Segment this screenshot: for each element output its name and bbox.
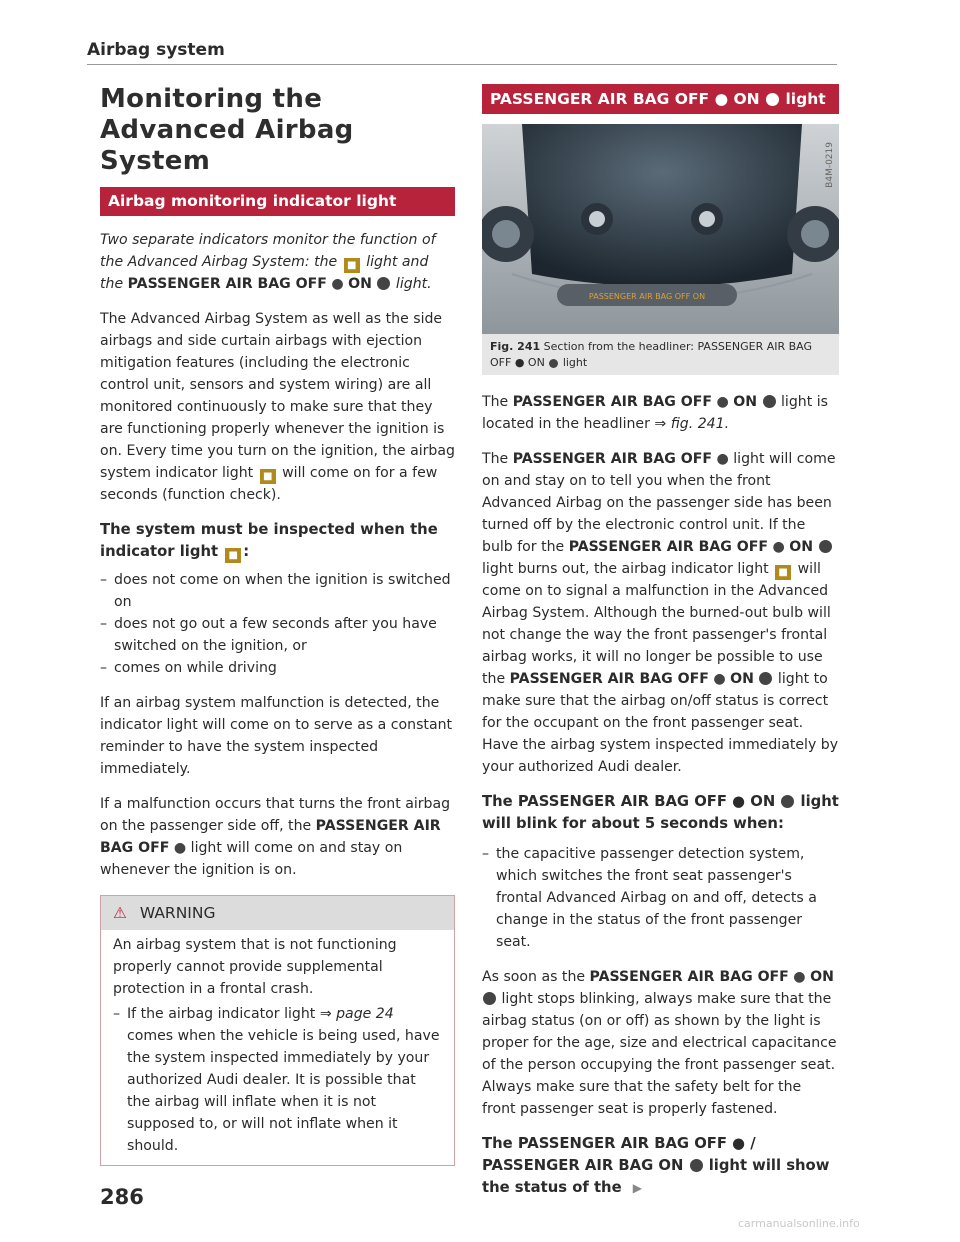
reference-arrow-icon: ⇒	[654, 416, 667, 432]
left-column	[100, 84, 455, 1166]
page-number: 286	[100, 1185, 144, 1209]
warning-triangle-icon: ⚠	[113, 904, 127, 922]
list-item: – the capacitive passenger detection system, which switches the front seat passenger's frontal Advanced Airbag on and off, detects a change in the status of the front passenger seat.	[482, 846, 817, 950]
warning-list-item: – If the airbag indicator light ⇒ page 24 comes when the vehicle is being used, have the system inspected immediately by your authorized Audi dealer. It is possible that the airbag will inflate when it is not supposed to, or will not inflate when it should.	[113, 1006, 440, 1154]
figure-image	[482, 124, 839, 334]
passenger-airbag-off-icon: ●	[331, 276, 344, 292]
passenger-airbag-off-icon: ●	[732, 1135, 746, 1152]
reference-arrow-icon: ⇒	[319, 1006, 332, 1022]
paragraph: The PASSENGER AIR BAG OFF ● ON light is located in the headliner ⇒ fig. 241.	[482, 391, 839, 435]
list-item: – comes on while driving	[100, 660, 277, 676]
airbag-indicator-icon: ■	[775, 565, 791, 580]
list	[482, 843, 839, 953]
passenger-airbag-off-icon: ●	[714, 90, 729, 108]
airbag-indicator-icon: ■	[260, 469, 276, 484]
page-title: Monitoring the Advanced Airbag System	[100, 84, 354, 176]
airbag-indicator-icon: ■	[225, 548, 241, 563]
passenger-airbag-off-icon: ●	[716, 394, 729, 410]
bold-heading: The system must be inspected when the indicator light ■ :	[100, 521, 438, 561]
warning-header: ⚠ WARNING	[101, 896, 454, 930]
bold-heading: The PASSENGER AIR BAG OFF ● ON light will blink for about 5 seconds when:	[482, 793, 839, 832]
paragraph: As soon as the PASSENGER AIR BAG OFF ● ON light stops blinking, always make sure that the airbag status (on or off) as shown by the light is proper for the age, size and electrical capacitance of the person occupying the front passenger seat. Always make sure that the safety belt for the front passenger seat is properly fastened.	[482, 966, 839, 1120]
passenger-airbag-on-icon	[483, 992, 496, 1005]
paragraph: The PASSENGER AIR BAG OFF ● light will come on and stay on to tell you when the front Advanced Airbag on the passenger side has been turned off by the electronic control unit. If the bulb for the PASSENGER AIR BAG OFF ● ON light burns out, the airbag indicator light ■ will come on to signal a malfunction in the Advanced Airbag System. Although the burned-out bulb will not change the way the front passenger's frontal airbag works, it will no longer be possible to use the PASSENGER AIR BAG OFF ● ON light to make sure that the airbag on/off status is correct for the occupant on the front passenger seat. Have the airbag system inspected immediately by your authorized Audi dealer.	[482, 448, 839, 778]
warning-body	[101, 930, 454, 1165]
bold-heading: The PASSENGER AIR BAG OFF ● / PASSENGER AIR BAG ON light will show the status of the ▶	[482, 1133, 839, 1199]
right-column	[482, 84, 839, 1199]
paragraph: If an airbag system malfunction is detected, the indicator light will come on to serve as a constant reminder to have the system inspected immediately.	[100, 695, 453, 777]
paragraph: The Advanced Airbag System as well as the side airbags and side curtain airbags with ejection mitigation features (including the electronic control unit, sensors and system wiring) are all monitored continuously to make sure that they are functioning properly whenever the ignition is on. Every time you turn on the ignition, the airbag system indicator light ■ will come on for a few seconds (function check).	[100, 311, 455, 503]
warning-paragraph: An airbag system that is not functioning properly cannot provide supplemental protection in a frontal crash.	[113, 937, 397, 997]
figure-code: B4M-0219	[825, 142, 835, 188]
passenger-airbag-off-icon: ●	[793, 969, 806, 985]
intro-paragraph: Two separate indicators monitor the function of the Advanced Airbag System: the ■ light and the PASSENGER AIR BAG OFF ● ON light.	[100, 229, 455, 295]
paragraph: If a malfunction occurs that turns the front airbag on the passenger side off, the PASSENGER AIR BAG OFF ● light will come on and stay on whenever the ignition is on.	[100, 796, 451, 878]
headliner-illustration	[482, 124, 839, 334]
list	[100, 569, 455, 679]
passenger-airbag-off-icon: ●	[713, 671, 726, 687]
list-item: – does not go out a few seconds after you have switched on the ignition, or	[100, 616, 437, 654]
passenger-airbag-off-icon: ●	[772, 539, 785, 555]
warning-box	[100, 895, 455, 1166]
passenger-airbag-on-icon	[819, 540, 832, 553]
continue-arrow-icon: ▶	[632, 1181, 643, 1195]
passenger-airbag-on-icon	[781, 795, 794, 808]
passenger-airbag-off-icon: ●	[514, 356, 525, 369]
airbag-indicator-icon: ■	[344, 258, 360, 273]
passenger-airbag-on-icon	[763, 395, 776, 408]
figure-caption: Fig. 241 Section from the headliner: PASSENGER AIR BAG OFF ● ON light	[482, 334, 839, 375]
passenger-airbag-on-icon	[549, 359, 558, 368]
passenger-airbag-on-icon	[759, 672, 772, 685]
passenger-airbag-on-icon	[690, 1159, 703, 1172]
panel-text: PASSENGER AIR BAG OFF ON	[588, 292, 706, 301]
list-item: – does not come on when the ignition is switched on	[100, 572, 451, 610]
passenger-airbag-off-icon: ●	[173, 840, 187, 856]
subheading-bar: Airbag monitoring indicator light	[100, 187, 455, 216]
passenger-airbag-off-icon: ●	[732, 793, 746, 810]
section-header: Airbag system	[87, 40, 225, 60]
header-rule	[87, 64, 837, 65]
section-bar: PASSENGER AIR BAG OFF ● ON light	[482, 84, 839, 114]
watermark: carmanualsonline.info	[738, 1217, 860, 1230]
passenger-airbag-on-icon	[377, 277, 390, 290]
passenger-airbag-off-icon: ●	[716, 451, 729, 467]
passenger-airbag-on-icon	[766, 93, 779, 106]
